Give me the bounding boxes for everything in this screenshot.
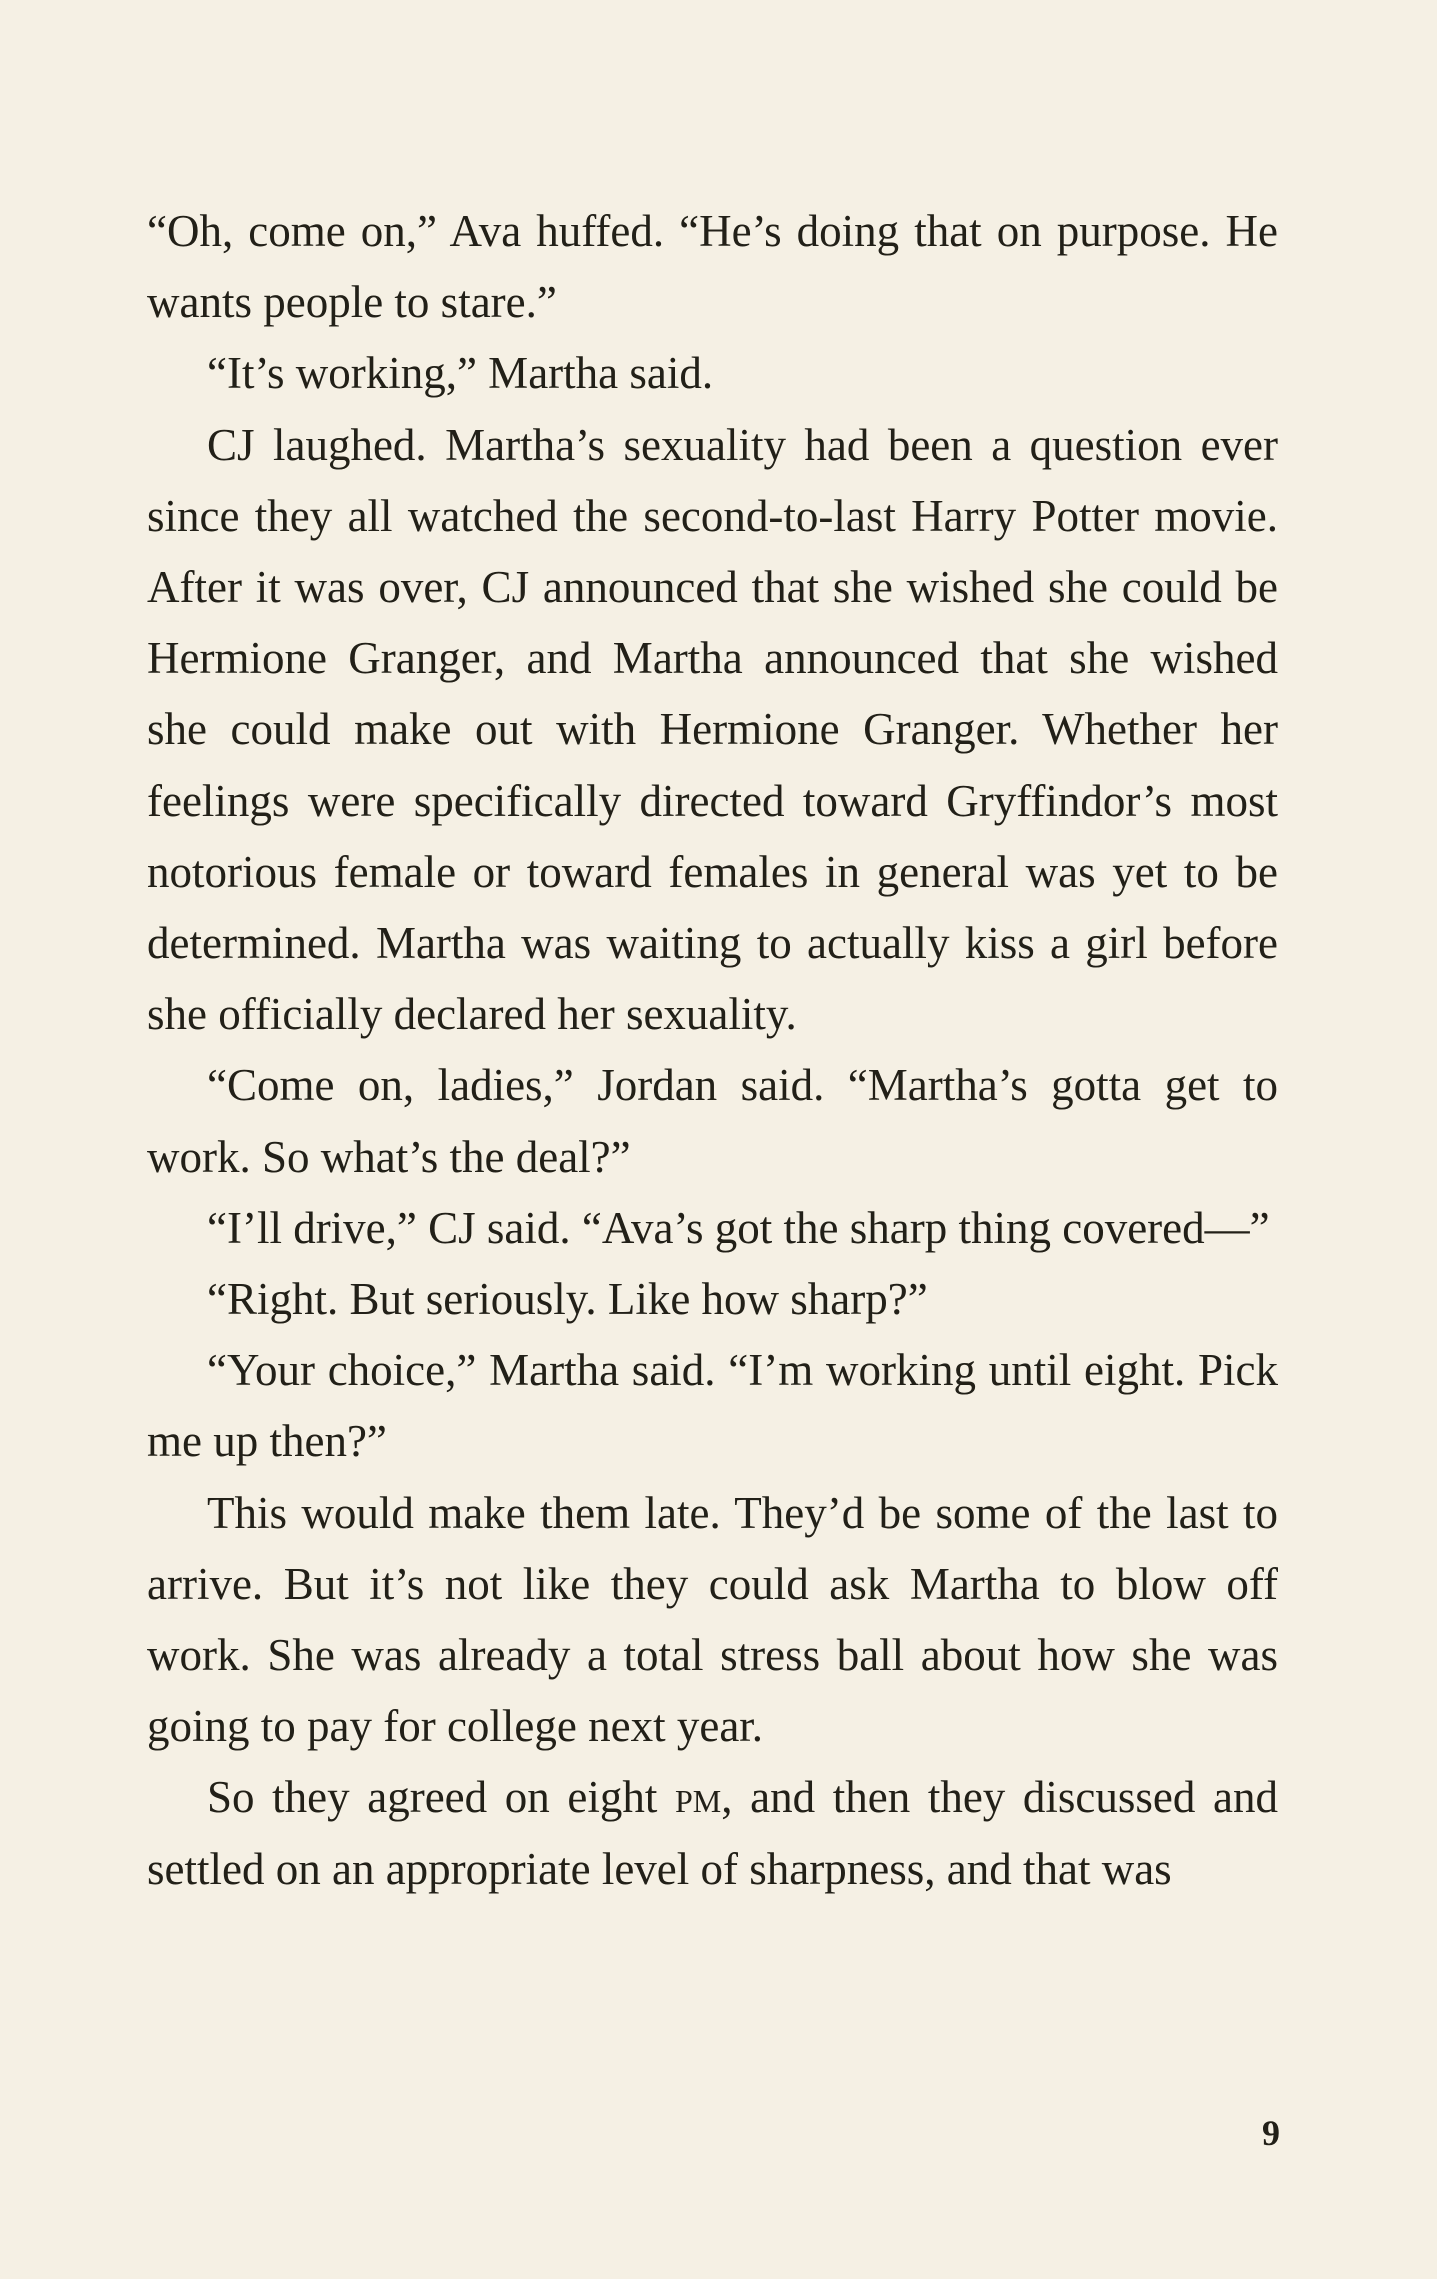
paragraph bbox=[147, 1050, 1278, 1192]
paragraph bbox=[147, 1762, 1278, 1904]
paragraph-text: This would make them late. They’d be some of the last to arrive. But it’s not like they could ask Martha to blow off work. She was already a total stress ball about how she was going to pay for college next year. bbox=[147, 1487, 1278, 1752]
paragraph-text: CJ laughed. Martha’s sexuality had been a question ever since they all watched the second-to-last Harry Potter movie. After it was over, CJ announced that she wished she could be Hermione Granger, and Martha announced that she wished she could make out with Hermione Granger. Whether her feelings were specifically directed toward Gryffindor’s most notorious female or toward females in general was yet to be determined. Martha was waiting to actually kiss a girl before she officially declared her sexuality. bbox=[147, 419, 1278, 1040]
paragraph bbox=[147, 338, 1278, 409]
paragraph bbox=[147, 196, 1278, 338]
paragraph bbox=[147, 1335, 1278, 1477]
paragraph-text: “I’ll drive,” CJ said. “Ava’s got the sharp thing covered—” bbox=[207, 1202, 1270, 1253]
paragraph-text: , and then they discussed and settled on an appropriate level of sharpness, and that was bbox=[147, 1772, 1278, 1894]
paragraph-text: “Oh, come on,” Ava huffed. “He’s doing that on purpose. He wants people to stare.” bbox=[147, 206, 1278, 328]
paragraph-text: “Come on, ladies,” Jordan said. “Martha’s gotta get to work. So what’s the deal?” bbox=[147, 1060, 1278, 1182]
paragraph-text: So they agreed on eight bbox=[207, 1772, 675, 1823]
paragraph bbox=[147, 1478, 1278, 1763]
body-text bbox=[147, 196, 1278, 1905]
small-caps-text: pm bbox=[675, 1772, 722, 1823]
paragraph-text: “Your choice,” Martha said. “I’m working until eight. Pick me up then?” bbox=[147, 1345, 1278, 1467]
paragraph-text: “It’s working,” Martha said. bbox=[207, 348, 714, 399]
paragraph-text: “Right. But seriously. Like how sharp?” bbox=[207, 1274, 928, 1325]
page-number: 9 bbox=[1262, 2113, 1280, 2153]
paragraph bbox=[147, 1264, 1278, 1335]
paragraph bbox=[147, 1193, 1278, 1264]
paragraph bbox=[147, 410, 1278, 1051]
